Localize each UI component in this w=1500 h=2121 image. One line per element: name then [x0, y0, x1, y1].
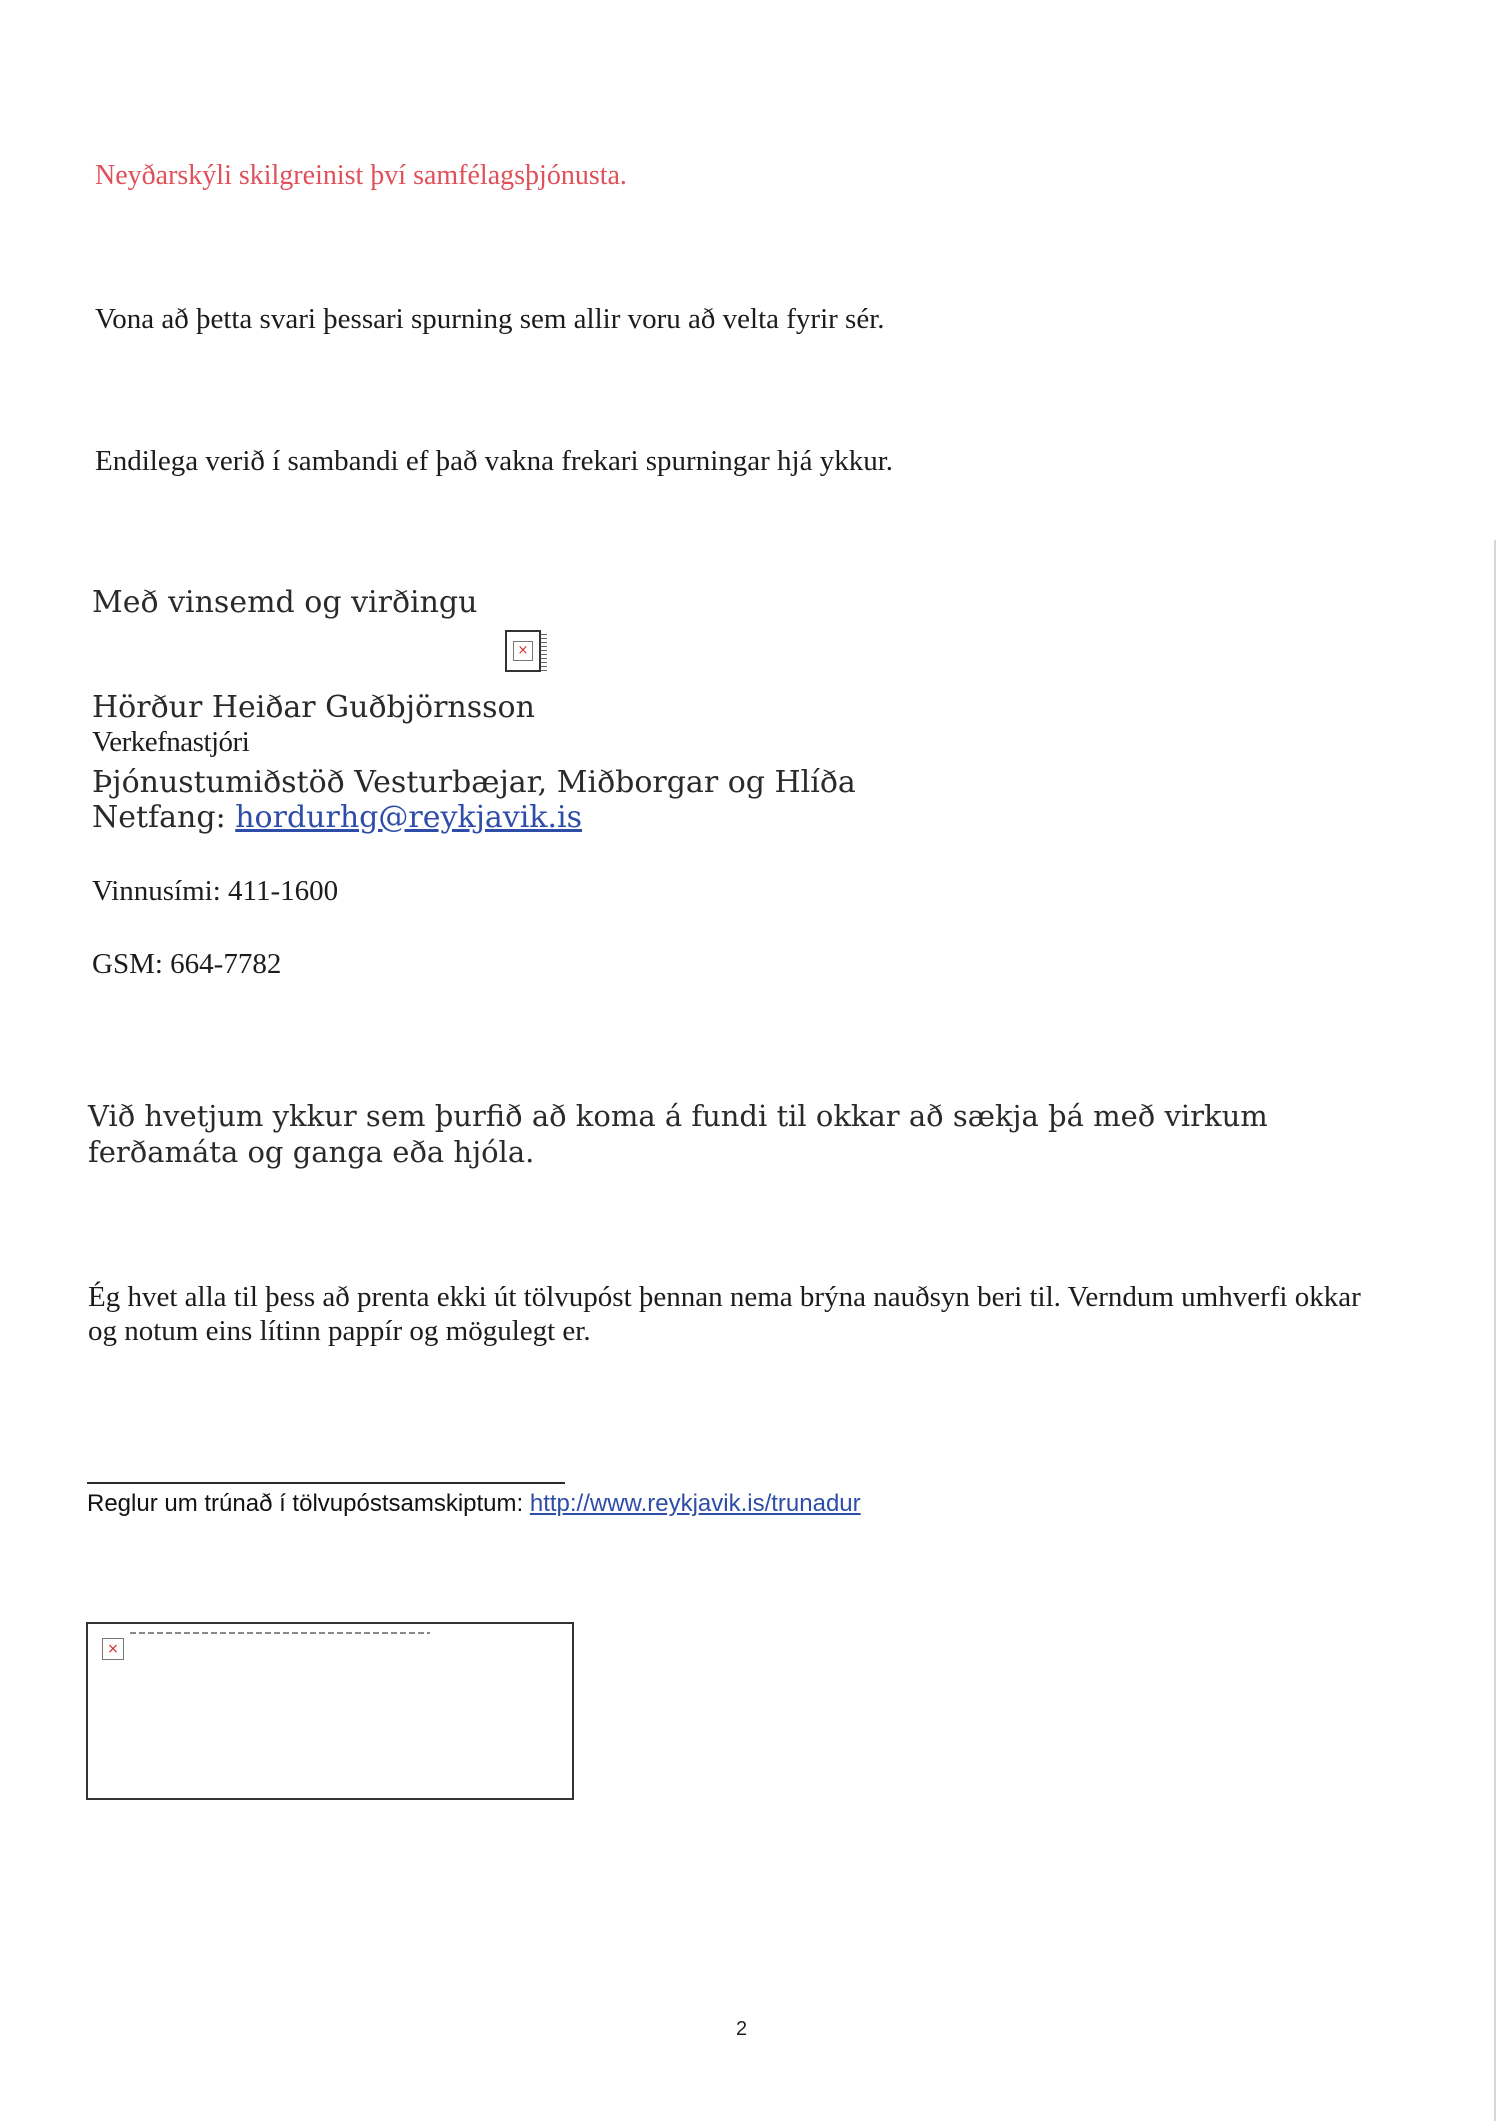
image-ruler-marks — [541, 634, 547, 672]
shelter-definition-line: Neyðarskýli skilgreinist því samfélagsþjónusta. — [95, 160, 627, 191]
broken-image-icon: × — [102, 1638, 124, 1660]
signature-email-row — [92, 800, 582, 835]
broken-image-placeholder — [505, 630, 541, 672]
footer-divider — [87, 1482, 565, 1484]
email-link[interactable]: hordurhg@reykjavik.is — [235, 800, 583, 835]
signature-greeting: Með vinsemd og virðingu — [92, 585, 478, 620]
contact-paragraph: Endilega verið í sambandi ef það vakna frekari spurningar hjá ykkur. — [95, 445, 894, 477]
signature-office: Þjónustumiðstöð Vesturbæjar, Miðborgar og Hlíða — [92, 765, 856, 800]
mobile-phone: GSM: 664-7782 — [92, 948, 282, 980]
travel-note: Við hvetjum ykkur sem þurfið að koma á fundi til okkar að sækja þá með virkum ferðamáta og ganga eða hjóla. — [88, 1099, 1268, 1169]
confidentiality-link[interactable]: http://www.reykjavik.is/trunadur — [529, 1490, 861, 1517]
print-note: Ég hvet alla til þess að prenta ekki út tölvupóst þennan nema brýna nauðsyn beri til. Verndum umhverfi okkar og notum eins lítinn pappír og mögulegt er. — [88, 1281, 1361, 1347]
work-phone: Vinnusími: 411-1600 — [92, 875, 339, 907]
confidentiality-footer — [87, 1490, 861, 1518]
page-number: 2 — [736, 2018, 748, 2040]
email-label: Netfang: — [92, 800, 226, 835]
broken-image-frame — [86, 1622, 574, 1800]
signature-title: Verkefnastjóri — [92, 726, 250, 758]
broken-image-icon: × — [513, 641, 533, 661]
signature-name: Hörður Heiðar Guðbjörnsson — [92, 690, 535, 725]
answer-paragraph: Vona að þetta svari þessari spurning sem allir voru að velta fyrir sér. — [95, 303, 885, 335]
image-caption-marks — [130, 1632, 430, 1634]
scan-edge — [1494, 540, 1496, 2121]
confidentiality-label: Reglur um trúnað í tölvupóstsamskiptum: — [87, 1490, 524, 1517]
